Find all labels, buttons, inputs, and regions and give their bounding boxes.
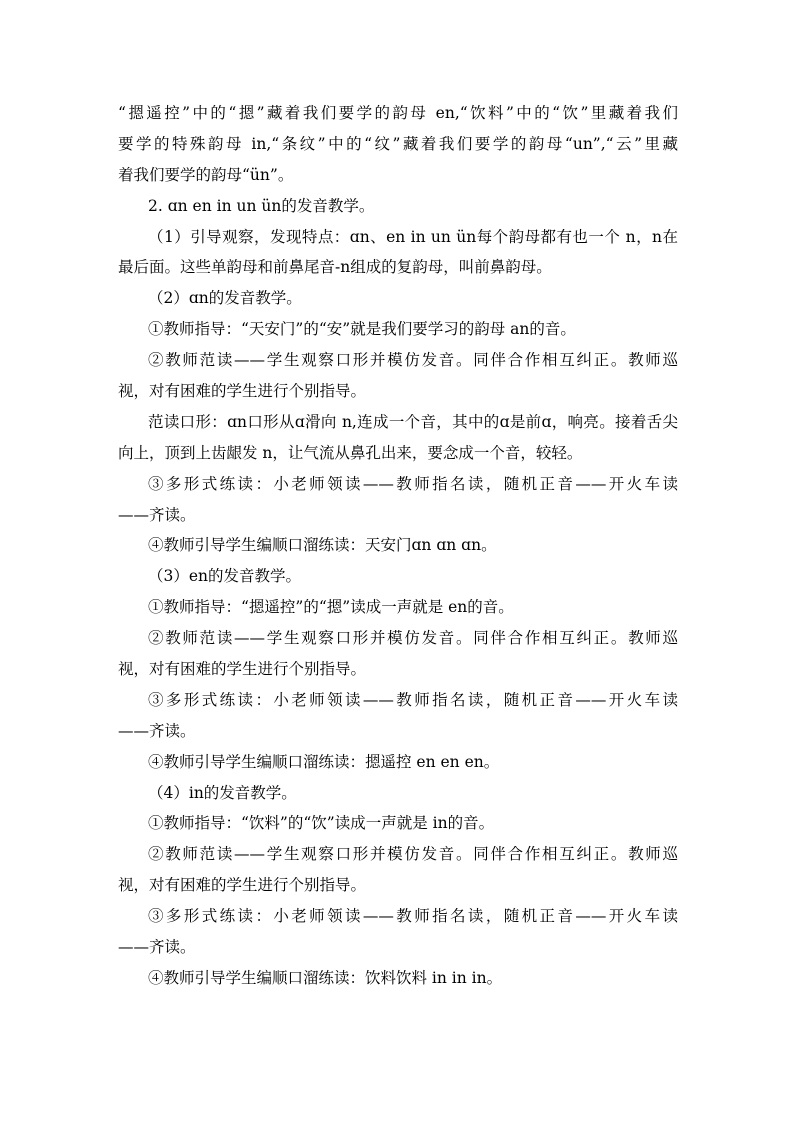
text-line: ①教师指导：“天安门”的“安”就是我们要学习的韵母 an的音。 xyxy=(148,320,576,339)
text-line: 最后面。这些单韵母和前鼻尾音-n组成的复韵母，叫前鼻韵母。 xyxy=(118,258,552,277)
text-line: 着我们要学的韵母“ün”。 xyxy=(118,165,294,184)
text-line: 视，对有困难的学生进行个别指导。 xyxy=(118,876,367,895)
text-line: 视，对有困难的学生进行个别指导。 xyxy=(118,382,367,401)
subsection-heading: （4）in的发音教学。 xyxy=(148,783,297,802)
document-page xyxy=(118,98,678,994)
text-line: ④教师引导学生编顺口溜练读：摁遥控 en en en。 xyxy=(148,752,500,771)
text-line: 范读口形：ɑn口形从ɑ滑向 n,连成一个音，其中的ɑ是前ɑ，响亮。接着舌尖 xyxy=(148,412,678,431)
text-line: ②教师范读——学生观察口形并模仿发音。同伴合作相互纠正。教师巡 xyxy=(148,845,678,864)
text-line: “摁遥控”中的“摁”藏着我们要学的韵母 en,“饮料”中的“饮”里藏着我们 xyxy=(118,104,678,122)
text-line: ③多形式练读：小老师领读——教师指名读，随机正音——开火车读 xyxy=(148,474,678,493)
subsection-heading: （3）en的发音教学。 xyxy=(148,567,302,586)
text-line: ①教师指导：“饮料”的“饮”读成一声就是 in的音。 xyxy=(148,814,495,833)
subsection-heading: （2）ɑn的发音教学。 xyxy=(148,289,302,308)
text-line: ——齐读。 xyxy=(118,938,196,957)
text-line: ②教师范读——学生观察口形并模仿发音。同伴合作相互纠正。教师巡 xyxy=(148,629,678,648)
text-line: ——齐读。 xyxy=(118,721,196,740)
text-line: 视，对有困难的学生进行个别指导。 xyxy=(118,660,367,679)
text-line: 要学的特殊韵母 in,“条纹”中的“纹”藏着我们要学的韵母“un”,“云”里藏 xyxy=(118,134,678,153)
text-line: ③多形式练读：小老师领读——教师指名读，随机正音——开火车读 xyxy=(148,907,678,926)
text-line: 向上，顶到上齿龈发 n，让气流从鼻孔出来，要念成一个音，较轻。 xyxy=(118,443,583,462)
text-line: ①教师指导：“摁遥控”的“摁”读成一声就是 en的音。 xyxy=(148,598,514,617)
text-line: ②教师范读——学生观察口形并模仿发音。同伴合作相互纠正。教师巡 xyxy=(148,351,678,370)
text-line: ③多形式练读：小老师领读——教师指名读，随机正音——开火车读 xyxy=(148,690,678,709)
text-line: （1）引导观察，发现特点：ɑn、en in un ün每个韵母都有也一个 n，n在 xyxy=(148,227,678,246)
text-line: ——齐读。 xyxy=(118,505,196,524)
section-heading: 2. ɑn en in un ün的发音教学。 xyxy=(148,196,375,215)
text-line: ④教师引导学生编顺口溜练读：天安门ɑn ɑn ɑn。 xyxy=(148,536,497,555)
text-line: ④教师引导学生编顺口溜练读：饮料饮料 in in in。 xyxy=(148,968,503,987)
